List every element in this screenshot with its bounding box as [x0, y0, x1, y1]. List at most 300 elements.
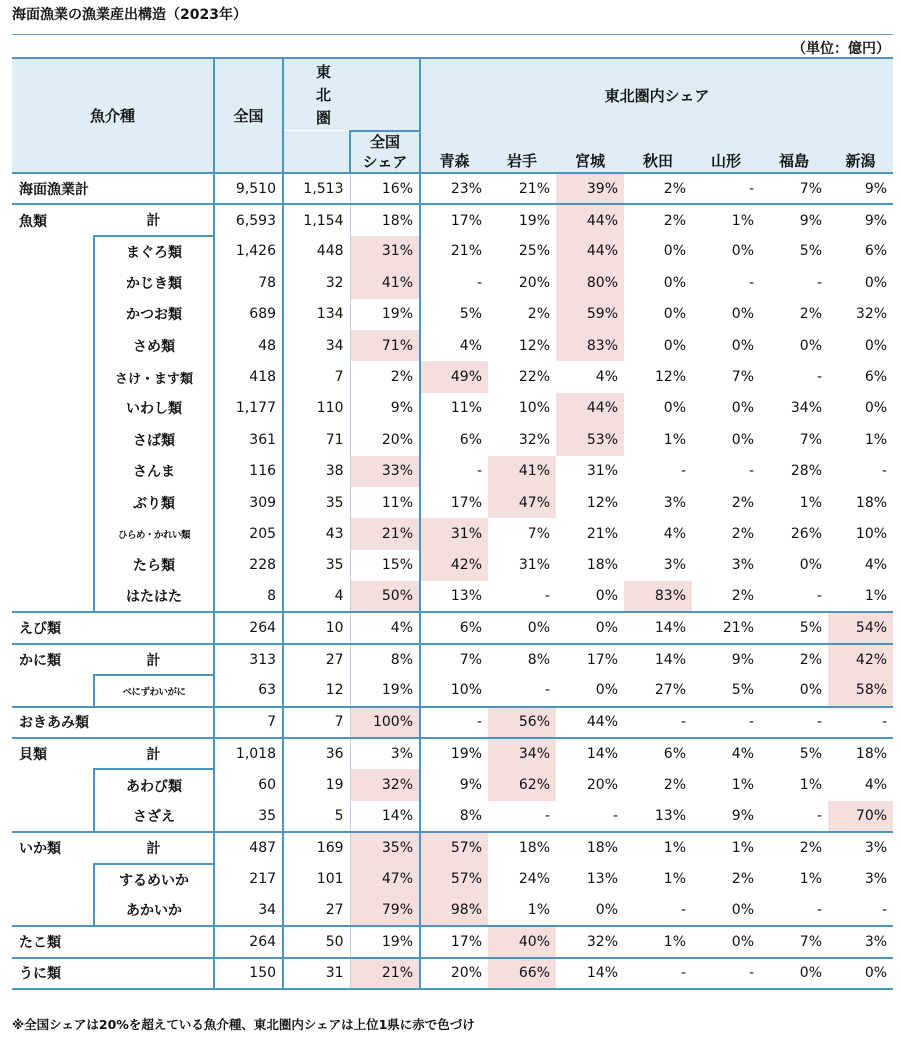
prefecture-share-value: 22% [518, 369, 551, 386]
prefecture-share-value: 1% [624, 926, 692, 957]
prefecture-share-value: 28% [790, 463, 823, 480]
header-national-share [350, 131, 420, 173]
prefecture-share-value: - [760, 707, 828, 738]
prefecture-share-value: - [881, 902, 888, 919]
header-national-share-line1: 全国 [370, 133, 401, 151]
national-share-value: 16% [350, 173, 420, 204]
tohoku-value: 134 [283, 299, 350, 330]
row-label: おきあみ類 [12, 707, 214, 738]
prefecture-share-value: - [828, 707, 893, 738]
prefecture-share-value: - [420, 456, 488, 487]
national-value: 63 [214, 675, 283, 706]
prefecture-share-value: - [680, 902, 687, 919]
prefecture-share-value: 5% [799, 243, 823, 260]
national-value: 217 [214, 864, 283, 895]
species-label: あかいか [94, 895, 214, 926]
footnote: ※全国シェアは20%を超えている魚介種、東北圏内シェアは上位1県に赤で色づけ [12, 1017, 475, 1032]
table-row [12, 738, 893, 769]
prefecture-share-value: 4% [692, 738, 760, 769]
tohoku-value: 27 [283, 644, 350, 675]
prefecture-share-value: 8% [488, 644, 556, 675]
prefecture-share-value: 2% [527, 306, 551, 323]
prefecture-share-value: 83% [556, 330, 624, 361]
prefecture-share-value: 20% [420, 958, 488, 989]
header-pref-akita: 秋田 [624, 131, 692, 173]
group-spacer [12, 801, 94, 832]
prefecture-share-value: 0% [488, 612, 556, 643]
table-row [12, 204, 893, 235]
group-spacer [12, 456, 94, 487]
prefecture-share-value: 1% [624, 832, 692, 863]
species-label: かじき類 [94, 267, 214, 298]
national-value: 116 [214, 456, 283, 487]
group-spacer [12, 550, 94, 581]
prefecture-share-value: 2% [663, 777, 687, 794]
prefecture-share-value: 1% [663, 871, 687, 888]
prefecture-share-value: 3% [663, 557, 687, 574]
prefecture-share-value: 10% [518, 400, 551, 417]
national-value: 48 [214, 330, 283, 361]
prefecture-share-value: 18% [855, 494, 888, 511]
prefecture-share-value: 18% [488, 832, 556, 863]
national-share-value: 3% [350, 738, 420, 769]
group-spacer [12, 581, 94, 612]
header-national-share-line2: シェア [362, 153, 408, 171]
national-share-value: 8% [350, 644, 420, 675]
prefecture-share-value: 26% [790, 525, 823, 542]
prefecture-share-value: - [748, 463, 755, 480]
prefecture-share-value: 1% [692, 832, 760, 863]
prefecture-share-value: 0% [731, 337, 755, 354]
prefecture-share-value: 44% [556, 707, 624, 738]
table-row [12, 769, 893, 800]
prefecture-share-value: 31% [420, 518, 488, 549]
prefecture-share-value: 0% [692, 926, 760, 957]
prefecture-share-value: 21% [518, 180, 551, 197]
species-label: あわび類 [94, 769, 214, 800]
species-label: はたはた [94, 581, 214, 612]
prefecture-share-value: 41% [488, 456, 556, 487]
prefecture-share-value: 18% [556, 832, 624, 863]
prefecture-share-value: 17% [556, 644, 624, 675]
tohoku-value: 1,513 [283, 173, 350, 204]
tohoku-value: 31 [283, 958, 350, 989]
tohoku-value: 50 [283, 926, 350, 957]
prefecture-share-value: 6% [864, 369, 888, 386]
prefecture-share-value: 34% [488, 738, 556, 769]
prefecture-share-value: 17% [420, 204, 488, 235]
table-row [12, 393, 893, 424]
tohoku-value: 169 [283, 832, 350, 863]
group-spacer [12, 330, 94, 361]
prefecture-share-value: 4% [663, 525, 687, 542]
prefecture-share-value: 9% [828, 204, 893, 235]
prefecture-share-value: 7% [731, 369, 755, 386]
table-row [12, 707, 893, 738]
tohoku-value: 35 [283, 487, 350, 518]
prefecture-share-value: 7% [760, 926, 828, 957]
prefecture-share-value: 66% [488, 958, 556, 989]
group-spacer [12, 675, 94, 706]
prefecture-share-value: 6% [420, 612, 488, 643]
group-spacer [12, 299, 94, 330]
group-label: 魚類 [12, 204, 94, 235]
prefecture-share-value: 4% [864, 777, 888, 794]
prefecture-share-value: 53% [556, 424, 624, 455]
header-tohoku-char-2: 北 [316, 86, 332, 104]
national-value: 418 [214, 361, 283, 392]
prefecture-share-value: 32% [518, 431, 551, 448]
tohoku-value: 27 [283, 895, 350, 926]
table-row [12, 926, 893, 957]
prefecture-share-value: 1% [731, 777, 755, 794]
prefecture-share-value: 0% [731, 431, 755, 448]
species-label: ぶり類 [94, 487, 214, 518]
prefecture-share-value: 44% [556, 236, 624, 267]
national-share-value: 33% [350, 456, 420, 487]
prefecture-share-value: 9% [760, 204, 828, 235]
national-value: 35 [214, 801, 283, 832]
national-share-value: 2% [350, 361, 420, 392]
prefecture-share-value: 7% [420, 644, 488, 675]
national-value: 8 [214, 581, 283, 612]
unit-label: （単位：億円） [792, 41, 890, 57]
prefecture-share-value: 13% [420, 581, 488, 612]
species-label: べにずわいがに [94, 675, 214, 706]
prefecture-share-value: 9% [864, 180, 888, 197]
header-pref-yamagata: 山形 [692, 131, 760, 173]
prefecture-share-value: 25% [518, 243, 551, 260]
header-pref-miyagi: 宮城 [556, 131, 624, 173]
tohoku-value: 1,154 [283, 204, 350, 235]
national-share-value: 47% [350, 864, 420, 895]
national-value: 313 [214, 644, 283, 675]
tohoku-value: 5 [283, 801, 350, 832]
prefecture-share-value: 42% [420, 550, 488, 581]
national-value: 228 [214, 550, 283, 581]
prefecture-share-value: 0% [556, 612, 624, 643]
header-national: 全国 [214, 58, 283, 173]
tohoku-value: 448 [283, 236, 350, 267]
prefecture-share-value: 6% [864, 243, 888, 260]
prefecture-share-value: 8% [420, 801, 488, 832]
subtotal-label: 計 [94, 644, 214, 675]
prefecture-share-value: 0% [595, 588, 619, 605]
tohoku-value: 110 [283, 393, 350, 424]
prefecture-share-value: - [816, 902, 823, 919]
prefecture-share-value: 4% [864, 557, 888, 574]
prefecture-share-value: 44% [556, 204, 624, 235]
tohoku-value: 12 [283, 675, 350, 706]
tohoku-value: 10 [283, 612, 350, 643]
species-label: さんま [94, 456, 214, 487]
header-tohoku-spacer [283, 131, 350, 173]
prefecture-share-value: 4% [420, 330, 488, 361]
prefecture-share-value: - [624, 707, 692, 738]
fishery-output-table [12, 57, 893, 990]
prefecture-share-value: - [544, 588, 551, 605]
prefecture-share-value: 21% [692, 612, 760, 643]
prefecture-share-value: 0% [731, 400, 755, 417]
table-row [12, 299, 893, 330]
prefecture-share-value: 24% [518, 871, 551, 888]
table-row [12, 518, 893, 549]
prefecture-share-value: 58% [828, 675, 893, 706]
tohoku-value: 38 [283, 456, 350, 487]
prefecture-share-value: 6% [420, 424, 488, 455]
group-spacer [12, 864, 94, 895]
prefecture-share-value: 2% [731, 588, 755, 605]
prefecture-share-value: 5% [760, 612, 828, 643]
group-spacer [12, 769, 94, 800]
header-pref-niigata: 新潟 [828, 131, 893, 173]
prefecture-share-value: 1% [799, 494, 823, 511]
group-label: いか類 [12, 832, 94, 863]
table-row [12, 424, 893, 455]
prefecture-share-value: 2% [760, 644, 828, 675]
group-spacer [12, 424, 94, 455]
prefecture-share-value: 34% [790, 400, 823, 417]
table-row [12, 675, 893, 706]
tohoku-value: 101 [283, 864, 350, 895]
table-row [12, 832, 893, 863]
prefecture-share-value: 17% [420, 487, 488, 518]
prefecture-share-value: 2% [799, 306, 823, 323]
prefecture-share-value: 44% [556, 393, 624, 424]
tohoku-value: 7 [283, 361, 350, 392]
prefecture-share-value: 70% [828, 801, 893, 832]
national-share-value: 20% [350, 424, 420, 455]
prefecture-share-value: - [544, 808, 551, 824]
national-value: 34 [214, 895, 283, 926]
species-label: さば類 [94, 424, 214, 455]
prefecture-share-value: 83% [624, 581, 692, 612]
subtotal-label: 計 [94, 738, 214, 769]
table-row [12, 173, 893, 204]
prefecture-share-value: 39% [556, 173, 624, 204]
prefecture-share-value: 27% [654, 682, 687, 699]
prefecture-share-value: 31% [518, 557, 551, 574]
prefecture-share-value: 0% [663, 400, 687, 417]
prefecture-share-value: - [881, 463, 888, 480]
table-row [12, 267, 893, 298]
prefecture-share-value: 59% [556, 299, 624, 330]
prefecture-share-value: 19% [488, 204, 556, 235]
prefecture-share-value: 0% [595, 902, 619, 919]
prefecture-share-value: 80% [556, 267, 624, 298]
prefecture-share-value: 3% [731, 557, 755, 574]
subtotal-label: 計 [94, 204, 214, 235]
header-tohoku-share: 東北圏内シェア [420, 58, 893, 131]
prefecture-share-value: 12% [586, 494, 619, 511]
prefecture-share-value: 10% [420, 675, 488, 706]
prefecture-share-value: 12% [654, 369, 687, 386]
national-value: 361 [214, 424, 283, 455]
national-share-value: 15% [350, 550, 420, 581]
prefecture-share-value: 47% [488, 487, 556, 518]
prefecture-share-value: 0% [731, 243, 755, 260]
table-row [12, 581, 893, 612]
national-value: 6,593 [214, 204, 283, 235]
prefecture-share-value: 62% [488, 769, 556, 800]
national-value: 309 [214, 487, 283, 518]
prefecture-share-value: 49% [420, 361, 488, 392]
prefecture-share-value: - [692, 707, 760, 738]
table-row [12, 330, 893, 361]
species-label: いわし類 [94, 393, 214, 424]
group-spacer [12, 895, 94, 926]
national-share-value: 21% [350, 518, 420, 549]
prefecture-share-value: 40% [488, 926, 556, 957]
table-row [12, 550, 893, 581]
prefecture-share-value: 0% [828, 958, 893, 989]
prefecture-share-value: 20% [586, 777, 619, 794]
national-share-value: 11% [350, 487, 420, 518]
national-value: 264 [214, 612, 283, 643]
prefecture-share-value: 0% [663, 337, 687, 354]
group-spacer [12, 487, 94, 518]
prefecture-share-value: 57% [420, 864, 488, 895]
group-label: 貝類 [12, 738, 94, 769]
group-spacer [12, 267, 94, 298]
prefecture-share-value: 14% [556, 958, 624, 989]
prefecture-share-value: 31% [586, 463, 619, 480]
prefecture-share-value: 11% [420, 393, 488, 424]
prefecture-share-value: 42% [828, 644, 893, 675]
table-body [12, 173, 893, 989]
prefecture-share-value: 32% [855, 306, 888, 323]
title-divider [12, 34, 893, 35]
tohoku-value: 36 [283, 738, 350, 769]
prefecture-share-value: 21% [420, 236, 488, 267]
prefecture-share-value: 9% [420, 769, 488, 800]
prefecture-share-value: - [692, 958, 760, 989]
prefecture-share-value: 3% [663, 494, 687, 511]
group-spacer [12, 518, 94, 549]
prefecture-share-value: 6% [624, 738, 692, 769]
prefecture-share-value: 3% [828, 832, 893, 863]
national-share-value: 21% [350, 958, 420, 989]
prefecture-share-value: - [420, 267, 488, 298]
national-value: 1,426 [214, 236, 283, 267]
national-share-value: 9% [350, 393, 420, 424]
tohoku-value: 4 [283, 581, 350, 612]
prefecture-share-value: - [544, 682, 551, 699]
species-label: かつお類 [94, 299, 214, 330]
header-tohoku-char-3: 圏 [316, 109, 332, 127]
row-label: うに類 [12, 958, 214, 989]
prefecture-share-value: 2% [731, 871, 755, 888]
prefecture-share-value: - [816, 808, 823, 824]
group-label: かに類 [12, 644, 94, 675]
prefecture-share-value: - [816, 588, 823, 605]
prefecture-share-value: 13% [654, 808, 687, 824]
national-value: 7 [214, 707, 283, 738]
prefecture-share-value: 1% [799, 777, 823, 794]
prefecture-share-value: 1% [864, 588, 888, 605]
prefecture-share-value: 2% [760, 832, 828, 863]
table-row [12, 895, 893, 926]
national-share-value: 14% [350, 801, 420, 832]
prefecture-share-value: 10% [855, 525, 888, 542]
prefecture-share-value: 0% [760, 958, 828, 989]
header-tohoku [283, 58, 420, 131]
prefecture-share-value: - [816, 274, 823, 291]
table-row [12, 487, 893, 518]
national-value: 60 [214, 769, 283, 800]
page-title: 海面漁業の漁業産出構造（2023年） [12, 7, 247, 23]
prefecture-share-value: 3% [828, 926, 893, 957]
header-species: 魚介種 [12, 58, 214, 173]
subtotal-label: 計 [94, 832, 214, 863]
header-pref-fukushima: 福島 [760, 131, 828, 173]
tohoku-value: 34 [283, 330, 350, 361]
group-spacer [12, 393, 94, 424]
national-value: 9,510 [214, 173, 283, 204]
prefecture-share-value: 0% [663, 274, 687, 291]
prefecture-share-value: 0% [864, 400, 888, 417]
tohoku-value: 7 [283, 707, 350, 738]
national-share-value: 35% [350, 832, 420, 863]
national-share-value: 79% [350, 895, 420, 926]
national-share-value: 41% [350, 267, 420, 298]
prefecture-share-value: - [680, 463, 687, 480]
prefecture-share-value: 17% [420, 926, 488, 957]
prefecture-share-value: 18% [828, 738, 893, 769]
header-pref-iwate: 岩手 [488, 131, 556, 173]
row-label: えび類 [12, 612, 214, 643]
prefecture-share-value: 2% [731, 494, 755, 511]
prefecture-share-value: 98% [420, 895, 488, 926]
prefecture-share-value: 14% [624, 612, 692, 643]
prefecture-share-value: 0% [864, 337, 888, 354]
species-label: するめいか [94, 864, 214, 895]
prefecture-share-value: 5% [420, 299, 488, 330]
national-value: 78 [214, 267, 283, 298]
prefecture-share-value: 9% [692, 644, 760, 675]
species-label: まぐろ類 [94, 236, 214, 267]
tohoku-value: 19 [283, 769, 350, 800]
tohoku-value: 71 [283, 424, 350, 455]
tohoku-value: 32 [283, 267, 350, 298]
national-value: 150 [214, 958, 283, 989]
prefecture-share-value: 0% [799, 557, 823, 574]
group-spacer [12, 236, 94, 267]
table-row [12, 864, 893, 895]
prefecture-share-value: 23% [420, 173, 488, 204]
row-label: たこ類 [12, 926, 214, 957]
table-row [12, 612, 893, 643]
prefecture-share-value: 0% [595, 682, 619, 699]
national-value: 205 [214, 518, 283, 549]
prefecture-share-value: 2% [731, 525, 755, 542]
prefecture-share-value: 7% [799, 180, 823, 197]
species-label: ひらめ・かれい類 [94, 518, 214, 549]
prefecture-share-value: 12% [518, 337, 551, 354]
national-share-value: 19% [350, 299, 420, 330]
table-row [12, 801, 893, 832]
national-share-value: 19% [350, 926, 420, 957]
prefecture-share-value: 1% [527, 902, 551, 919]
prefecture-share-value: 1% [663, 431, 687, 448]
national-share-value: 100% [350, 707, 420, 738]
prefecture-share-value: 9% [731, 808, 755, 824]
prefecture-share-value: 0% [799, 682, 823, 699]
prefecture-share-value: 0% [731, 902, 755, 919]
prefecture-share-value: 0% [663, 306, 687, 323]
species-label: さざえ [94, 801, 214, 832]
national-value: 1,177 [214, 393, 283, 424]
